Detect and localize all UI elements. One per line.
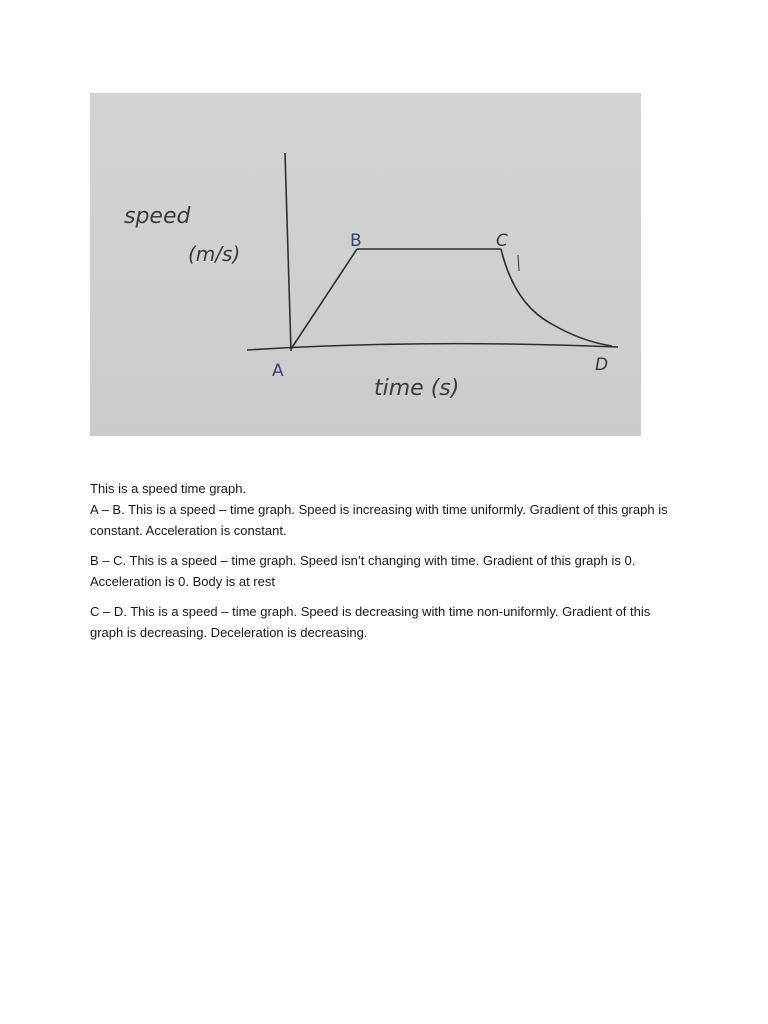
explanation-text	[90, 478, 670, 652]
paragraph-intro: This is a speed time graph.	[90, 481, 247, 496]
speed-time-graph-sketch	[90, 93, 641, 436]
x-axis-label: time (s)	[374, 376, 460, 401]
point-label-c: C	[496, 231, 508, 251]
graph-line-cd	[501, 249, 612, 346]
paragraph-c-d: C – D. This is a speed – time graph. Speed is decreasing with time non-uniformly. Gradient of this graph is decreasing. Deceleration is decreasing.	[90, 604, 651, 640]
point-label-b: B	[350, 231, 362, 251]
y-axis	[285, 153, 291, 351]
y-axis-unit: (m/s)	[188, 242, 241, 266]
y-axis-label: speed	[124, 204, 191, 229]
graph-photo	[90, 93, 641, 436]
graph-line-ab	[291, 249, 357, 349]
paragraph-b-c: B – C. This is a speed – time graph. Speed isn’t changing with time. Gradient of this graph is 0. Acceleration is 0. Body is at rest	[90, 553, 636, 589]
point-label-d: D	[595, 355, 609, 375]
point-label-a: A	[272, 361, 284, 381]
x-axis	[247, 344, 618, 350]
paragraph-a-b: A – B. This is a speed – time graph. Speed is increasing with time uniformly. Gradient of this graph is constant. Acceleration is constant.	[90, 502, 668, 538]
tick-mark-c	[518, 255, 519, 271]
